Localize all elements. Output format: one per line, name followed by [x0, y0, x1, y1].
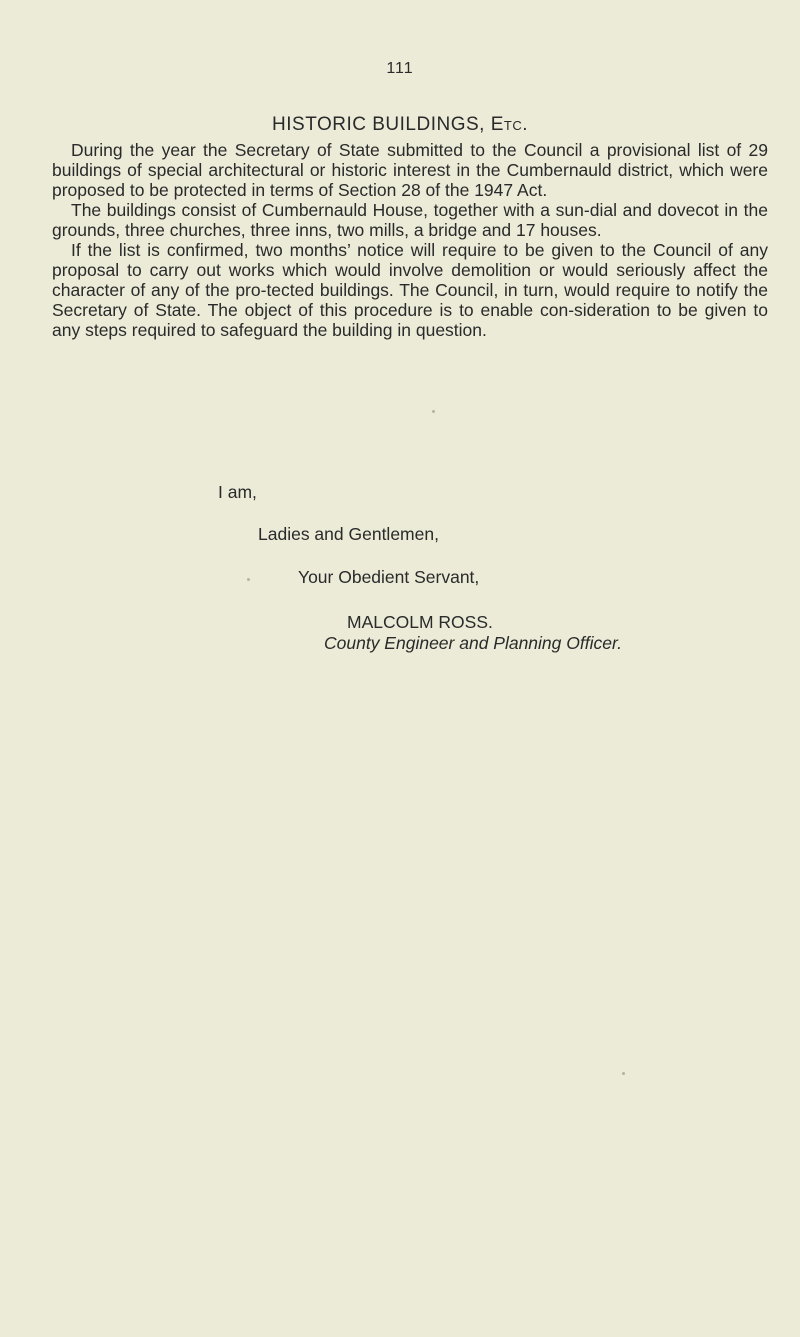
signatory-title: County Engineer and Planning Officer. — [324, 633, 623, 653]
section-heading — [0, 114, 800, 136]
paper-speck — [432, 410, 435, 413]
heading-main: HISTORIC BUILDINGS, — [272, 114, 491, 135]
paragraph-3: If the list is confirmed, two months’ notice will require to be given to the Council of any proposal to carry out works which would involve demolition or would seriously affect the character of any of the pro-tected buildings. The Council, in turn, would require to notify the Secretary of State. The object of this procedure is to enable con-sideration to be given to any steps required to safeguard the building in question. — [52, 240, 768, 340]
heading-suffix: Etc. — [490, 114, 528, 135]
closing-salutation: Ladies and Gentlemen, — [258, 524, 439, 544]
paper-speck — [622, 1072, 625, 1075]
paper-speck — [247, 578, 250, 581]
paragraph-1: During the year the Secretary of State submitted to the Council a provisional list of 29 buildings of special architectural or historic interest in the Cumbernauld district, which were proposed to be protected in terms of Section 28 of the 1947 Act. — [52, 140, 768, 200]
signatory-name: MALCOLM ROSS. — [347, 612, 493, 632]
body-text — [52, 140, 768, 340]
closing-valediction: Your Obedient Servant, — [298, 567, 480, 587]
paragraph-2: The buildings consist of Cumbernauld House, together with a sun-dial and dovecot in the grounds, three churches, three inns, two mills, a bridge and 17 houses. — [52, 200, 768, 240]
page-number: 111 — [386, 60, 414, 77]
closing-i-am: I am, — [218, 482, 257, 502]
